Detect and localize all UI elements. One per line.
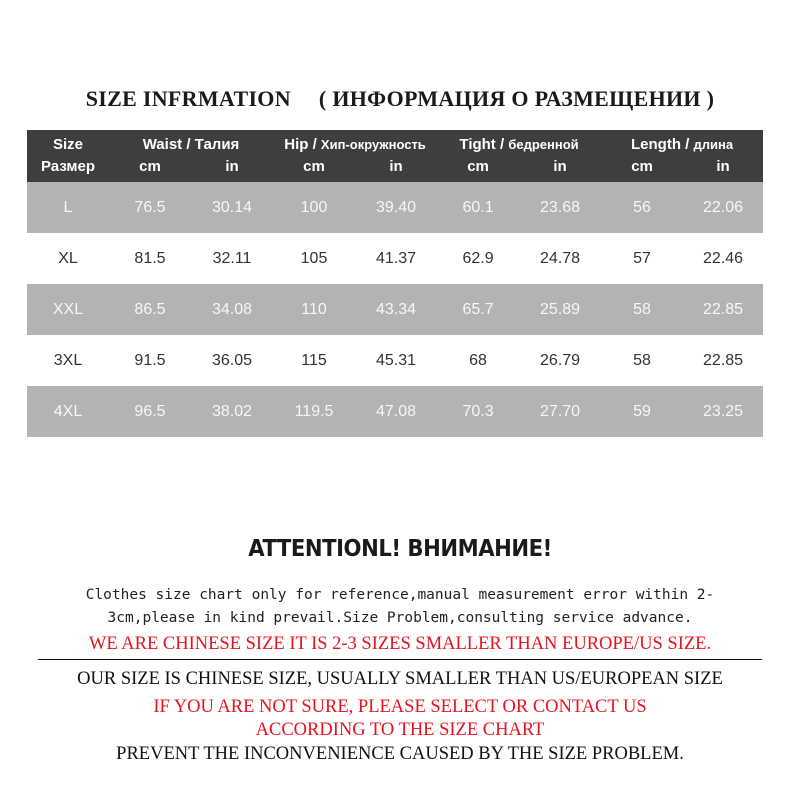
table-header-row-2	[27, 156, 763, 182]
title-ru: ( ИНФОРМАЦИЯ О РАЗМЕЩЕНИИ )	[318, 86, 715, 111]
header-unit-cm: cm	[601, 156, 683, 182]
cell-length-in: 22.85	[683, 335, 763, 386]
cell-length-cm: 56	[601, 182, 683, 233]
cell-tight-in: 27.70	[519, 386, 601, 437]
cell-waist-in: 38.02	[191, 386, 273, 437]
cell-waist-in: 36.05	[191, 335, 273, 386]
header-length-en: Length	[631, 136, 681, 153]
header-hip: Hip / Хип-окружность	[273, 130, 437, 156]
header-unit-cm: cm	[109, 156, 191, 182]
header-unit-in: in	[355, 156, 437, 182]
cell-waist-cm: 86.5	[109, 284, 191, 335]
cell-hip-cm: 119.5	[273, 386, 355, 437]
notice-line-2: 3cm,please in kind prevail.Size Problem,consulting service advance.	[107, 610, 693, 626]
table-row	[27, 386, 763, 437]
header-hip-en: Hip	[284, 136, 309, 153]
cell-size: 4XL	[27, 386, 109, 437]
header-waist: Waist / Талия	[109, 130, 273, 156]
cell-length-in: 23.25	[683, 386, 763, 437]
cell-tight-in: 23.68	[519, 182, 601, 233]
header-hip-ru: Хип-окружность	[320, 137, 426, 152]
header-size-ru: Размер	[27, 156, 109, 182]
divider	[38, 659, 762, 660]
header-tight-ru: бедренной	[508, 137, 579, 152]
cell-hip-in: 41.37	[355, 233, 437, 284]
notice-line-1: Clothes size chart only for reference,manual measurement error within 2-	[85, 587, 715, 603]
attention-heading: ATTENTIONL! ВНИМАНИЕ!	[248, 536, 552, 562]
header-tight-en: Tight	[459, 136, 496, 153]
cell-size: XL	[27, 233, 109, 284]
cell-length-cm: 59	[601, 386, 683, 437]
cell-tight-cm: 65.7	[437, 284, 519, 335]
table-row	[27, 182, 763, 233]
cell-tight-in: 24.78	[519, 233, 601, 284]
cell-size: XXL	[27, 284, 109, 335]
header-length-ru: длина	[693, 137, 734, 152]
table-row	[27, 233, 763, 284]
cell-length-in: 22.06	[683, 182, 763, 233]
cell-waist-cm: 76.5	[109, 182, 191, 233]
cell-tight-in: 26.79	[519, 335, 601, 386]
not-sure-note-1: IF YOU ARE NOT SURE, PLEASE SELECT OR CONTACT US	[153, 697, 647, 717]
cell-length-in: 22.46	[683, 233, 763, 284]
cell-hip-cm: 115	[273, 335, 355, 386]
cell-tight-cm: 68	[437, 335, 519, 386]
header-unit-in: in	[191, 156, 273, 182]
title-en: SIZE INFRMATION	[85, 86, 291, 111]
header-waist-en: Waist	[142, 136, 183, 153]
header-length: Length / длина	[601, 130, 763, 156]
cell-hip-in: 43.34	[355, 284, 437, 335]
cell-waist-in: 30.14	[191, 182, 273, 233]
cell-hip-in: 45.31	[355, 335, 437, 386]
cell-length-cm: 58	[601, 335, 683, 386]
chinese-size-warning: WE ARE CHINESE SIZE IT IS 2-3 SIZES SMALLER THAN EUROPE/US SIZE.	[88, 634, 712, 654]
cell-waist-cm: 81.5	[109, 233, 191, 284]
header-waist-ru: Талия	[194, 136, 240, 153]
cell-waist-in: 34.08	[191, 284, 273, 335]
cell-length-cm: 58	[601, 284, 683, 335]
header-size: Size	[27, 130, 109, 156]
cell-hip-cm: 100	[273, 182, 355, 233]
size-table	[27, 130, 763, 437]
cell-tight-cm: 62.9	[437, 233, 519, 284]
table-header-row-1	[27, 130, 763, 156]
header-unit-in: in	[519, 156, 601, 182]
not-sure-note-2: ACCORDING TO THE SIZE CHART	[255, 720, 545, 740]
cell-length-in: 22.85	[683, 284, 763, 335]
reference-notice	[30, 584, 770, 630]
page-title	[0, 86, 800, 112]
cell-tight-cm: 60.1	[437, 182, 519, 233]
cell-waist-in: 32.11	[191, 233, 273, 284]
header-unit-in: in	[683, 156, 763, 182]
cell-hip-cm: 105	[273, 233, 355, 284]
prevent-note: PREVENT THE INCONVENIENCE CAUSED BY THE SIZE PROBLEM.	[116, 744, 684, 764]
cell-hip-in: 39.40	[355, 182, 437, 233]
header-tight: Tight / бедренной	[437, 130, 601, 156]
cell-tight-cm: 70.3	[437, 386, 519, 437]
cell-tight-in: 25.89	[519, 284, 601, 335]
header-unit-cm: cm	[437, 156, 519, 182]
cell-size: L	[27, 182, 109, 233]
cell-waist-cm: 96.5	[109, 386, 191, 437]
header-unit-cm: cm	[273, 156, 355, 182]
cell-length-cm: 57	[601, 233, 683, 284]
our-size-note: OUR SIZE IS CHINESE SIZE, USUALLY SMALLER THAN US/EUROPEAN SIZE	[77, 669, 723, 689]
table-row	[27, 284, 763, 335]
table-row	[27, 335, 763, 386]
cell-hip-cm: 110	[273, 284, 355, 335]
cell-size: 3XL	[27, 335, 109, 386]
cell-hip-in: 47.08	[355, 386, 437, 437]
cell-waist-cm: 91.5	[109, 335, 191, 386]
